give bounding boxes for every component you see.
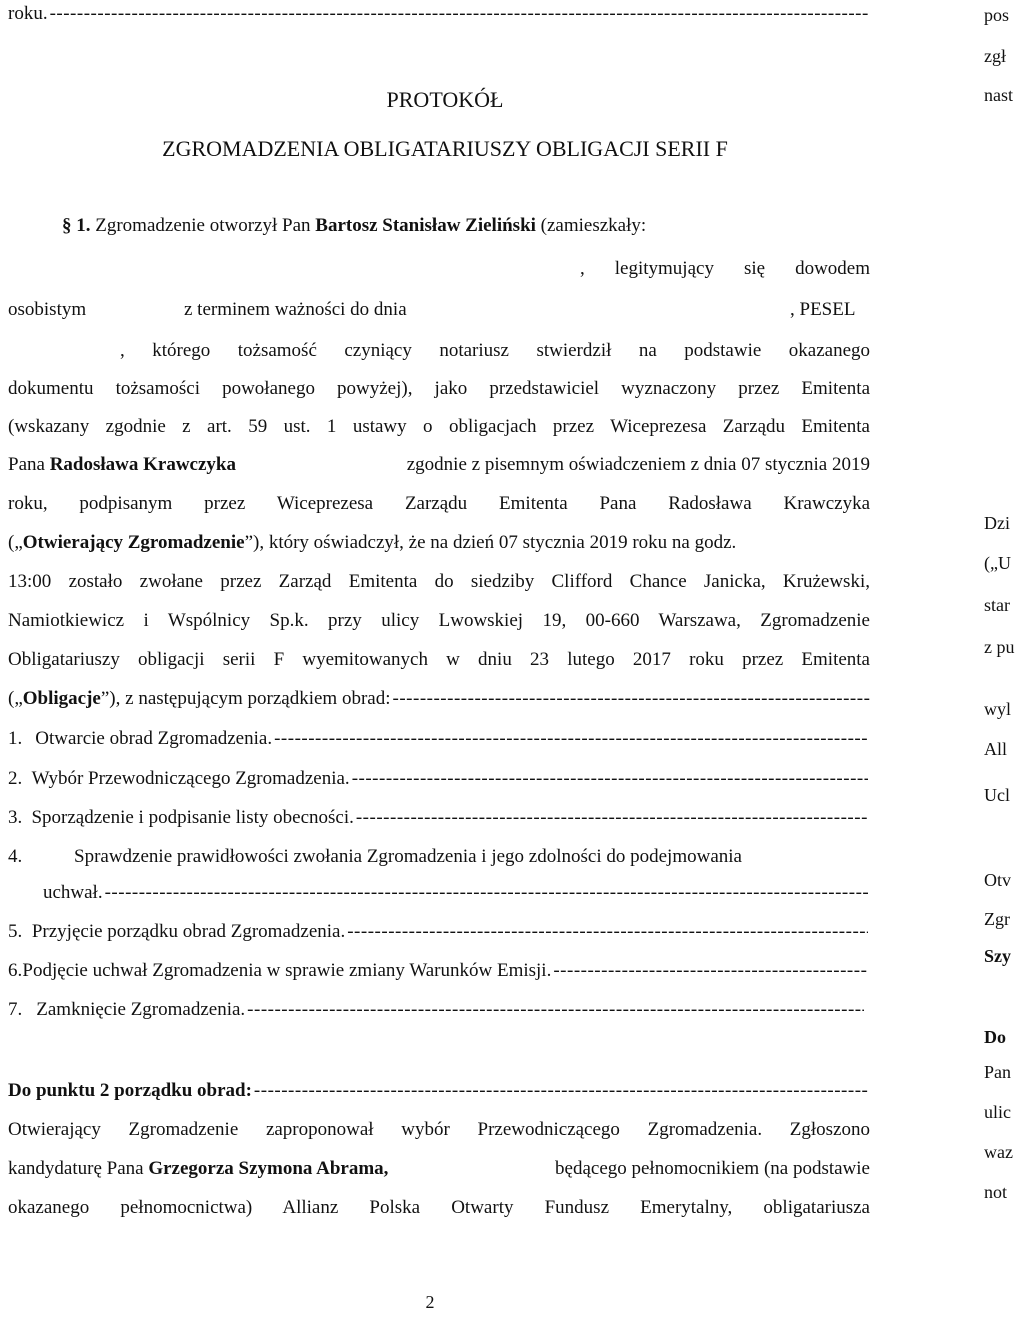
- paragraph-1-line-7: Pana Radosława Krawczyka zgodnie z pisemnym oświadczeniem z dnia 07 stycznia 2019: [8, 454, 870, 475]
- paragraph-1-line-11: Namiotkiewicz i Wspólnicy Sp.k. przy ulicy Lwowskiej 19, 00-660 Warszawa, Zgromadzenie: [8, 610, 870, 631]
- paragraph-1-line-12: Obligatariuszy obligacji serii F wyemitowanych w dniu 23 lutego 2017 roku przez Emitenta: [8, 649, 870, 670]
- paragraph-2-line-1: Otwierający Zgromadzenie zaproponował wybór Przewodniczącego Zgromadzenia. Zgłoszono: [8, 1119, 870, 1140]
- adjacent-page-fragment: All: [984, 739, 1008, 759]
- agenda-item: 3. Sporządzenie i podpisanie listy obecności. -----: [8, 806, 868, 830]
- page-number: 2: [425, 1292, 435, 1312]
- adjacent-page-fragment: wyl: [984, 699, 1011, 719]
- adjacent-page-fragment: nast: [984, 85, 1013, 105]
- paragraph-1-line-4: , którego tożsamość czyniący notariusz stwierdził na podstawie okazanego: [120, 340, 870, 361]
- agenda-item: 6. Podjęcie uchwał Zgromadzenia w sprawie zmiany Warunków Emisji. -----: [8, 959, 868, 983]
- adjacent-page-fragment: („U: [984, 553, 1011, 573]
- paragraph-1-line-10: 13:00 zostało zwołane przez Zarząd Emitenta do siedziby Clifford Chance Janicka, Krużewski,: [8, 571, 870, 592]
- paragraph-1-line-9: („ Otwierający Zgromadzenie ”), który oświadczył, że na dzień 07 stycznia 2019 roku na godz.: [8, 532, 737, 553]
- agenda-item: 7. Zamknięcie Zgromadzenia. -----: [8, 998, 864, 1022]
- adjacent-page-fragment: star: [984, 595, 1010, 615]
- paragraph-1-line-6: (wskazany zgodnie z art. 59 ust. 1 ustawy o obligacjach przez Wiceprezesa Zarządu Emitenta: [8, 416, 870, 437]
- paragraph-1-line-8: roku, podpisanym przez Wiceprezesa Zarządu Emitenta Pana Radosława Krawczyka: [8, 493, 870, 514]
- paragraph-2-line-3: okazanego pełnomocnictwa) Allianz Polska Otwarty Fundusz Emerytalny, obligatariusza: [8, 1197, 870, 1218]
- adjacent-page-fragment: Dzi: [984, 513, 1010, 533]
- adjacent-page-fragment: Szy: [984, 946, 1011, 966]
- adjacent-page-fragment: Zgr: [984, 909, 1010, 929]
- paragraph-1-line-3: osobistym z terminem ważności do dnia , PESEL: [8, 299, 856, 320]
- adjacent-page-fragment: waz: [984, 1142, 1013, 1162]
- adjacent-page-fragment: Ucl: [984, 785, 1010, 805]
- adjacent-page-fragment: not: [984, 1182, 1008, 1202]
- document-subtitle: ZGROMADZENIA OBLIGATARIUSZY OBLIGACJI SERII F: [162, 136, 728, 161]
- paragraph-1-line-13: („ Obligacje ”), z następującym porządkiem obrad: -----: [8, 687, 870, 711]
- agenda-item: 1. Otwarcie obrad Zgromadzenia. -----: [8, 727, 868, 751]
- adjacent-page-fragment: ulic: [984, 1102, 1011, 1122]
- top-line: roku. -----: [8, 2, 868, 26]
- agenda-item: uchwał. -----: [8, 881, 868, 905]
- agenda-item: 5. Przyjęcie porządku obrad Zgromadzenia. -----: [8, 920, 868, 944]
- document-title: PROTOKÓŁ: [386, 87, 504, 112]
- paragraph-1-line-2: , legitymujący się dowodem: [580, 258, 870, 279]
- adjacent-page-fragment: Pan: [984, 1062, 1011, 1082]
- paragraph-1-line-1: § 1. Zgromadzenie otworzył Pan Bartosz Stanisław Zieliński (zamieszkały:: [62, 215, 647, 236]
- adjacent-page-fragment: Otv: [984, 870, 1011, 890]
- agenda-item: 4. Sprawdzenie prawidłowości zwołania Zgromadzenia i jego zdolności do podejmowania: [8, 846, 742, 867]
- adjacent-page-fragment: zgł: [984, 46, 1006, 66]
- adjacent-page-fragment: z pu: [984, 637, 1015, 657]
- paragraph-1-line-5: dokumentu tożsamości powołanego powyżej), jako przedstawiciel wyznaczony przez Emitenta: [8, 378, 870, 399]
- section-heading: Do punktu 2 porządku obrad: -----: [8, 1079, 868, 1103]
- adjacent-page-fragment: Do: [984, 1027, 1006, 1047]
- adjacent-page-fragment: pos: [984, 5, 1010, 25]
- paragraph-2-line-2: kandydaturę Pana Grzegorza Szymona Abrama, będącego pełnomocnikiem (na podstawie: [8, 1158, 870, 1179]
- agenda-item: 2. Wybór Przewodniczącego Zgromadzenia. -----: [8, 767, 868, 791]
